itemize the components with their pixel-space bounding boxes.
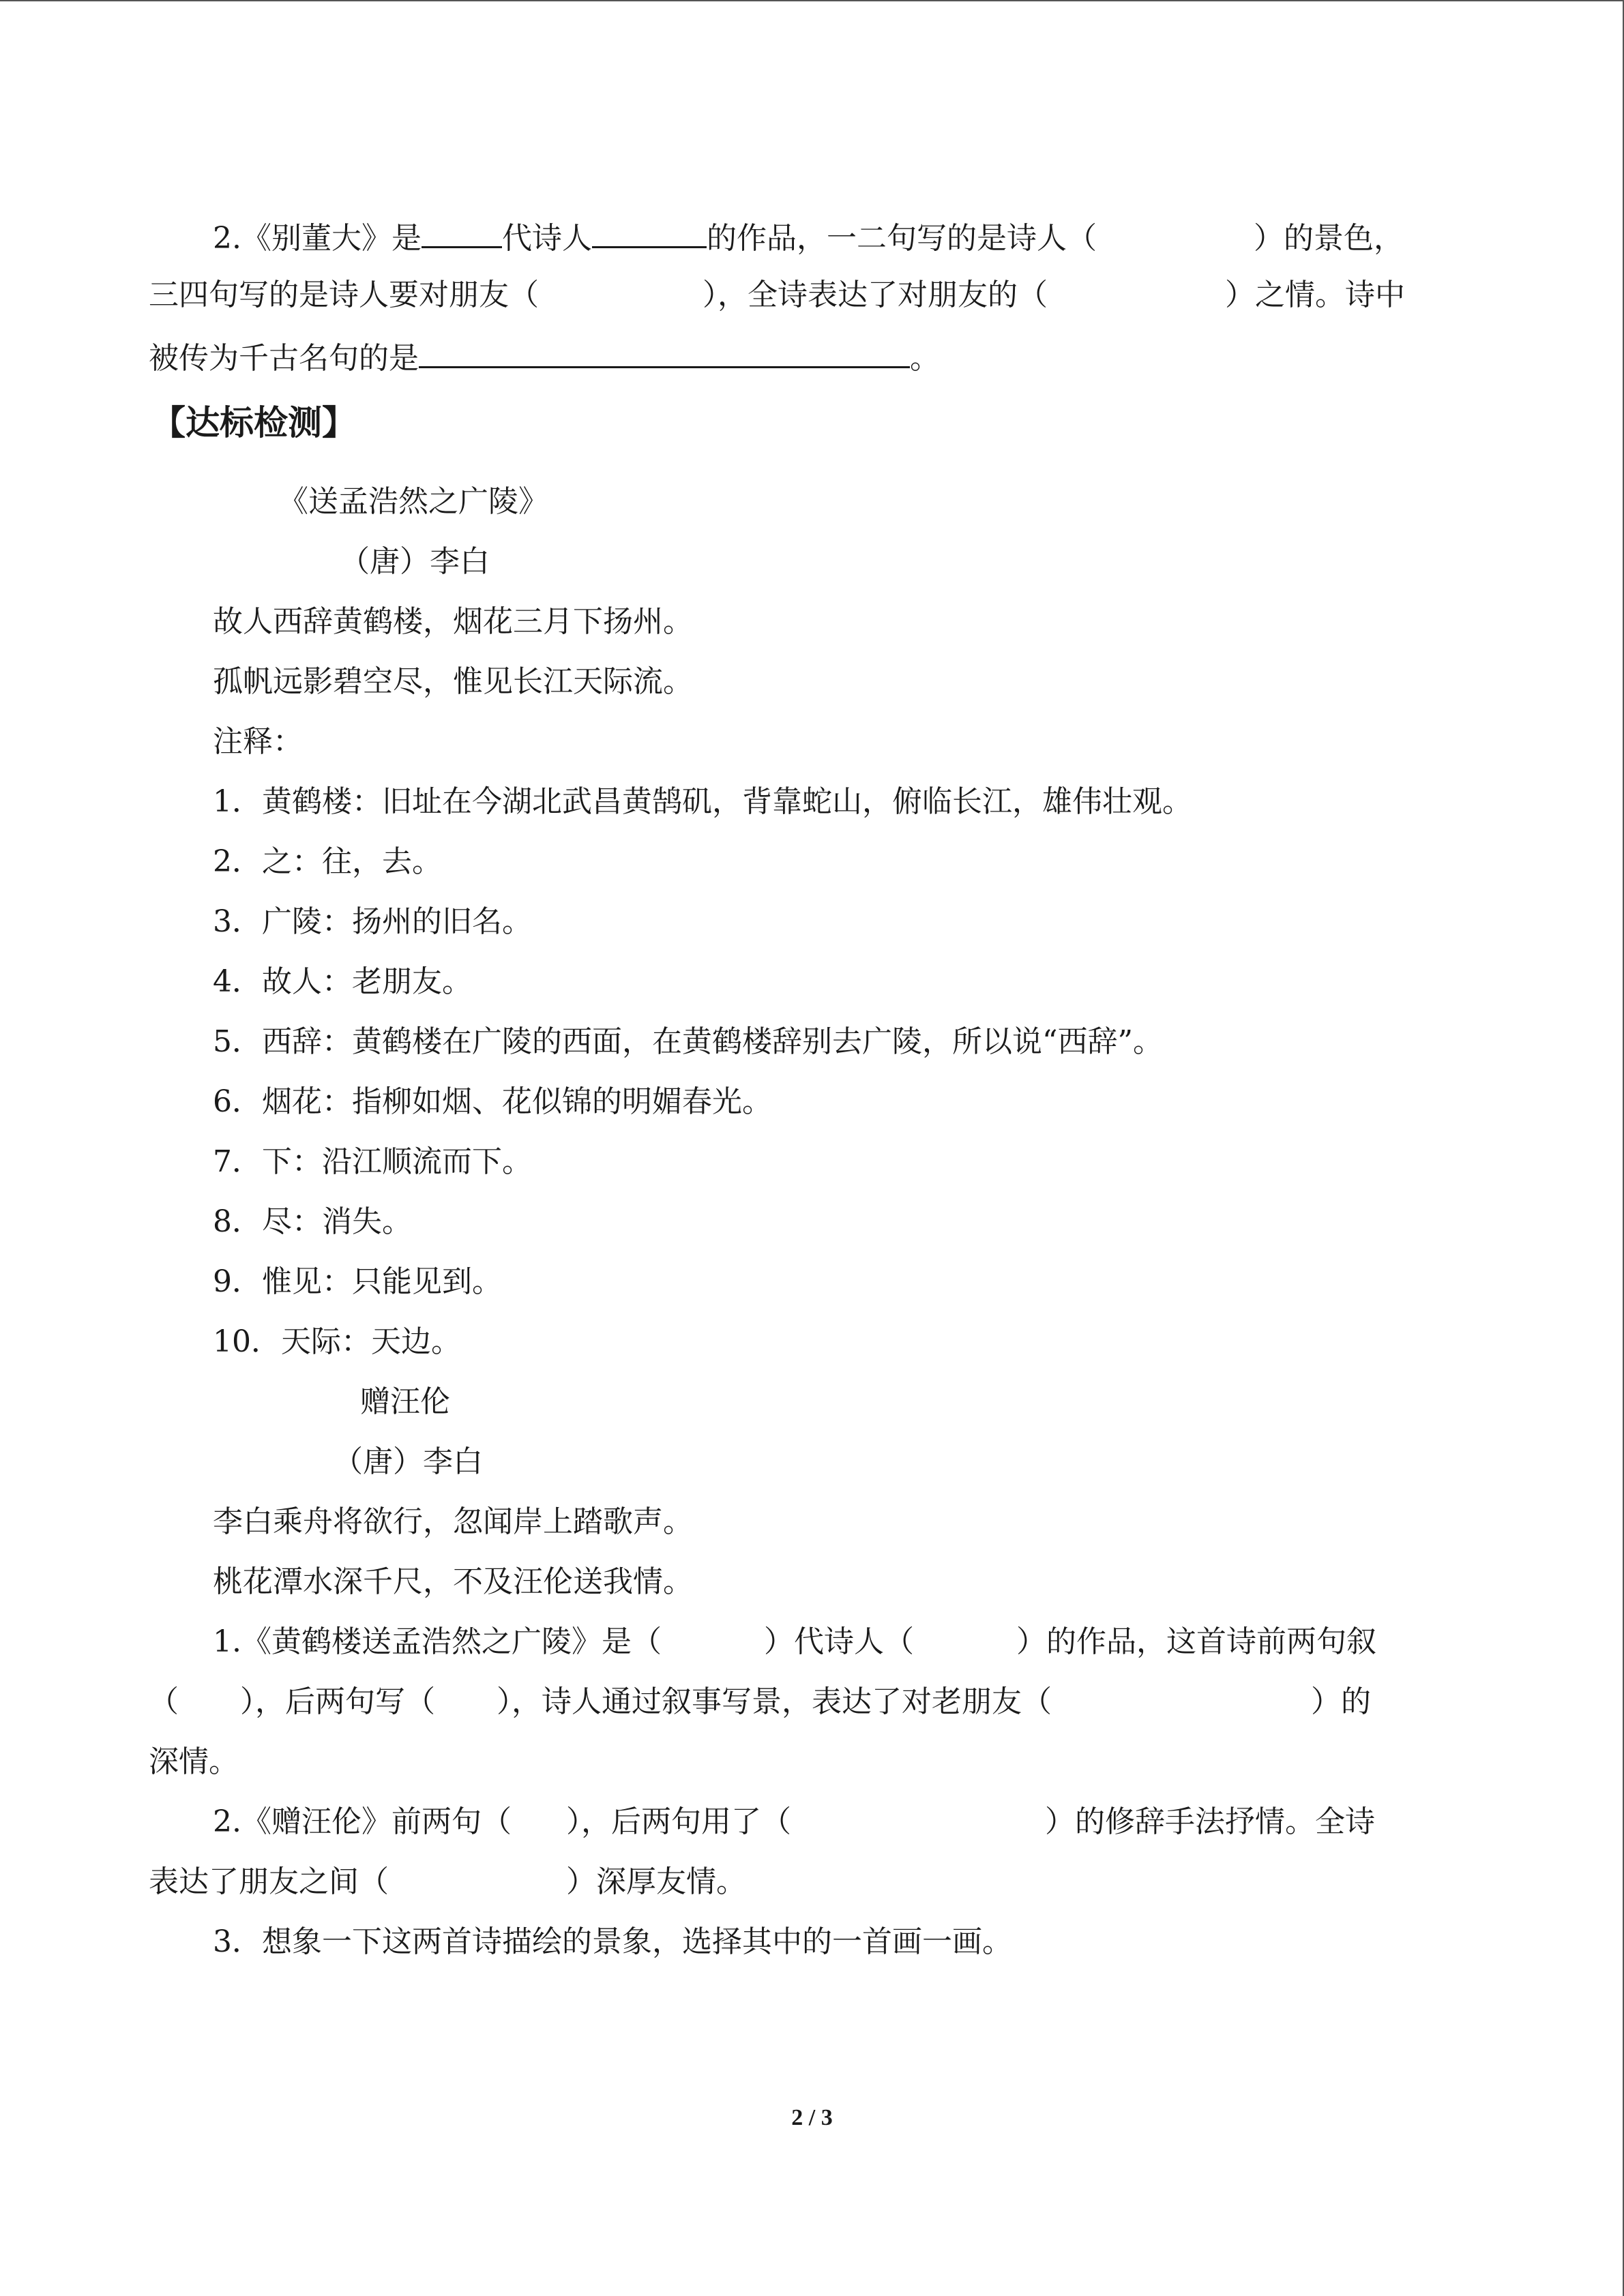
question1-line2: （ ），后两句写（ ），诗人通过叙事写景，表达了对老朋友（ ）的 (149, 1684, 1371, 1719)
poem2-title: 赠汪伦 (360, 1384, 450, 1419)
question-bie-dongda-line2: 三四句写的是诗人要对朋友（ ），全诗表达了对朋友的（ ）之情。诗中 (149, 278, 1405, 312)
question-bie-dongda-line3: 被传为千古名句的是 。 (149, 335, 940, 376)
poem2-author: （唐）李白 (333, 1444, 483, 1479)
note-item: 7．下：沿江顺流而下。 (213, 1144, 532, 1179)
note-item: 2．之：往，去。 (213, 844, 442, 879)
answer-blank[interactable] (419, 335, 910, 368)
notes-label: 注释： (213, 724, 303, 759)
page-number: 2 / 3 (791, 2105, 833, 2130)
note-item: 6．烟花：指柳如烟、花似锦的明媚春光。 (213, 1084, 772, 1119)
poem1-line1: 故人西辞黄鹤楼，烟花三月下扬州。 (213, 604, 693, 639)
question3: 3．想象一下这两首诗描绘的景象，选择其中的一首画一画。 (213, 1924, 1012, 1959)
note-item: 3．广陵：扬州的旧名。 (213, 904, 532, 939)
note-item: 10．天际：天边。 (213, 1324, 461, 1359)
section-heading: 【达标检测】 (151, 403, 356, 443)
note-item: 9．惟见：只能见到。 (213, 1264, 502, 1299)
question2-line2: 表达了朋友之间（ ）深厚友情。 (149, 1864, 746, 1899)
answer-blank[interactable] (592, 215, 707, 248)
note-item: 4．故人：老朋友。 (213, 964, 472, 999)
question1-line1: 1.《黄鹤楼送孟浩然之广陵》是（ ）代诗人（ ）的作品，这首诗前两句叙 (213, 1624, 1376, 1659)
poem1-line2: 孤帆远影碧空尽，惟见长江天际流。 (213, 664, 693, 699)
note-item: 1．黄鹤楼：旧址在今湖北武昌黄鹄矶，背靠蛇山，俯临长江，雄伟壮观。 (213, 784, 1192, 819)
poem2-line2: 桃花潭水深千尺，不及汪伦送我情。 (213, 1564, 693, 1599)
question2-line1: 2.《赠汪伦》前两句（ ），后两句用了（ ）的修辞手法抒情。全诗 (213, 1804, 1375, 1839)
question-bie-dongda-line1: 2.《别董大》是 代诗人 的作品，一二句写的是诗人（ ）的景色， (213, 215, 1404, 256)
note-item: 8．尽：消失。 (213, 1204, 412, 1239)
poem2-line1: 李白乘舟将欲行，忽闻岸上踏歌声。 (213, 1504, 693, 1539)
poem1-author: （唐）李白 (340, 544, 490, 579)
answer-blank[interactable] (422, 215, 502, 248)
note-item: 5．西辞：黄鹤楼在广陵的西面，在黄鹤楼辞别去广陵，所以说“西辞”。 (213, 1024, 1163, 1059)
question1-line3: 深情。 (149, 1744, 239, 1779)
poem1-title: 《送孟浩然之广陵》 (278, 484, 548, 519)
